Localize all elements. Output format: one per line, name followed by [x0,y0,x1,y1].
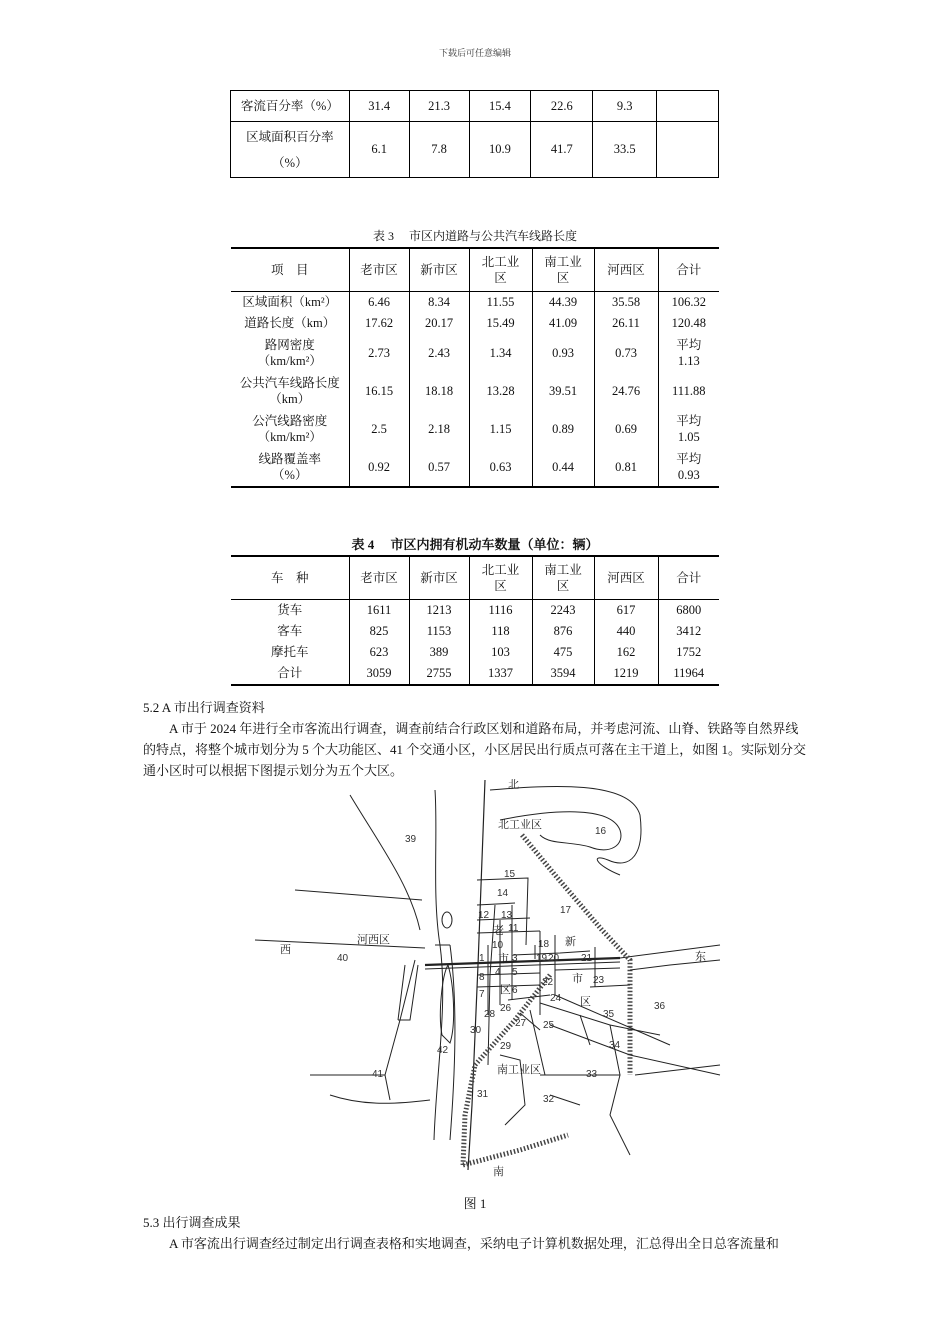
zone-number: 19 [536,953,548,964]
table-cell: 1116 [469,600,532,622]
table-cell: 6800 [658,600,719,622]
column-header: 北工业区 [469,556,532,600]
map-label-old-city-1: 老 [493,925,504,937]
row-label: 路网密度（km/km²） [257,337,322,368]
table-cell: 106.32 [658,292,719,314]
table-cell: 16.15 [349,372,409,410]
zone-number: 25 [543,1020,555,1031]
column-header: 车 种 [231,556,349,600]
table-cell: 3059 [349,663,409,685]
column-header: 合计 [658,556,719,600]
table-cell: 120.48 [658,313,719,334]
zone-number: 32 [543,1094,555,1105]
table-cell: 475 [532,642,594,663]
zone-number: 35 [603,1009,615,1020]
map-label-new-city-2: 市 [572,973,583,985]
map-label-east: 东 [695,951,706,963]
zone-number: 16 [595,826,607,837]
table4-caption: 表 4 市区内拥有机动车数量（单位：辆） [351,537,599,552]
table-cell: 9.3 [593,91,657,122]
table-cell: 2.18 [409,410,469,448]
zone-number: 8 [479,972,485,983]
zone-number: 18 [538,939,550,950]
column-header: 河西区 [594,248,658,292]
zone-number: 29 [500,1041,512,1052]
column-header: 老市区 [349,248,409,292]
zone-number: 34 [609,1040,621,1051]
table-cell: 0.69 [594,410,658,448]
table-cell: 35.58 [594,292,658,314]
figure-1-caption: 图 1 [463,1196,487,1211]
table-cell: 44.39 [532,292,594,314]
map-label-south-industrial: 南工业区 [497,1064,541,1076]
table-cell: 3412 [658,621,719,642]
zone-number: 1 [479,953,485,964]
table-cell: 平均 0.93 [658,448,719,487]
map-label-new-city-1: 新 [565,936,576,948]
zone-number: 24 [550,993,562,1004]
row-label: 区域面积（km²） [242,295,338,310]
table-cell: 1752 [658,642,719,663]
table-cell: 8.34 [409,292,469,314]
map-label-old-city-2: 市 [498,953,509,965]
table3-caption: 表 3 市区内道路与公共汽车线路长度 [372,229,577,243]
table-cell: 0.81 [594,448,658,487]
column-header: 北工业区 [469,248,532,292]
table-cell: 31.4 [349,91,409,122]
zone-number: 27 [515,1018,527,1029]
table-cell: 440 [594,621,658,642]
table-row [231,292,719,314]
table-cell: 0.92 [349,448,409,487]
table-cell: 3594 [532,663,594,685]
table-cell: 623 [349,642,409,663]
map-label-north-industrial: 北工业区 [498,819,542,831]
table-header-row [231,556,719,600]
row-label: 货车 [277,603,303,618]
row-label: 道路长度（km） [244,316,336,331]
table-row [231,600,719,622]
table-row [231,448,719,487]
table-cell: 1219 [594,663,658,685]
table-cell: 15.49 [469,313,532,334]
table3-roads-bus-lines [231,247,719,488]
zone-number: 3 [512,953,518,964]
table-cell: 26.11 [594,313,658,334]
table-row [231,372,719,410]
table-cell: 22.6 [531,91,593,122]
section-5-3-paragraph: A 市客流出行调查经过制定出行调查表格和实地调查，采纳电子计算机数据处理，汇总得出全日总客流量和 [169,1236,779,1251]
table-cell: 0.93 [532,334,594,372]
zone-number: 15 [504,869,516,880]
table-cell [657,91,719,122]
table-cell: 6.46 [349,292,409,314]
table-row [231,122,719,178]
table-cell: 2.5 [349,410,409,448]
table-cell: 0.89 [532,410,594,448]
table-row [231,313,719,334]
row-label: 摩托车 [270,645,309,660]
table-cell: 1337 [469,663,532,685]
table-cell: 15.4 [469,91,531,122]
table-cell: 1153 [409,621,469,642]
column-header: 河西区 [594,556,658,600]
zone-map-svg [250,775,725,1185]
zone-number: 33 [586,1069,598,1080]
column-header: 南工业区 [532,248,594,292]
map-label-new-city-3: 区 [580,996,591,1008]
zone-number: 13 [501,910,513,921]
row-label: 公汽线路密度（km/km²） [252,413,328,444]
table-cell: 39.51 [532,372,594,410]
table-cell: 0.63 [469,448,532,487]
zone-number: 5 [512,967,518,978]
table-row [231,663,719,685]
row-label: 区域面积百分率（%） [231,122,350,178]
table-cell: 0.57 [409,448,469,487]
zone-number: 12 [478,910,490,921]
zone-number: 4 [495,967,501,978]
zone-number: 26 [500,1003,512,1014]
table-cell: 33.5 [593,122,657,178]
zone-number: 14 [497,888,509,899]
table-cell: 7.8 [409,122,469,178]
zone-number: 23 [593,975,605,986]
table-cell: 18.18 [409,372,469,410]
table-cell: 20.17 [409,313,469,334]
column-header: 合计 [658,248,719,292]
table-cell: 1611 [349,600,409,622]
zone-number: 11 [508,923,519,934]
column-header: 新市区 [409,556,469,600]
figure-1-city-zone-map [250,775,725,1185]
column-header: 南工业区 [532,556,594,600]
zone-number: 30 [470,1025,482,1036]
table-cell: 11964 [658,663,719,685]
table-header-row [231,248,719,292]
table-cell [657,122,719,178]
table-cell: 162 [594,642,658,663]
row-label: 线路覆盖率（%） [258,451,321,482]
table-row [231,621,719,642]
table-cell: 平均 1.05 [658,410,719,448]
map-label-south: 南 [493,1166,504,1178]
row-label: 客车 [277,624,303,639]
table-cell: 103 [469,642,532,663]
table-cell: 0.73 [594,334,658,372]
table-row [231,334,719,372]
table4-motor-vehicles [231,555,719,686]
table-cell: 13.28 [469,372,532,410]
table-cell: 11.55 [469,292,532,314]
table-cell: 24.76 [594,372,658,410]
table-cell: 2755 [409,663,469,685]
table-cell: 41.7 [531,122,593,178]
zone-number: 36 [654,1001,666,1012]
table-cell: 825 [349,621,409,642]
table-passenger-area-percentage [230,90,719,178]
zone-number: 21 [581,953,593,964]
zone-number: 22 [542,977,554,988]
table-cell: 0.44 [532,448,594,487]
zone-number: 28 [484,1009,496,1020]
table-cell: 876 [532,621,594,642]
table-cell: 6.1 [349,122,409,178]
column-header: 老市区 [349,556,409,600]
map-label-north: 北 [508,779,519,791]
table-cell: 1.34 [469,334,532,372]
row-label: 公共汽车线路长度（km） [239,375,340,406]
zone-number: 31 [477,1089,489,1100]
table-row [231,410,719,448]
table-row [231,642,719,663]
column-header: 新市区 [409,248,469,292]
table-cell: 2.43 [409,334,469,372]
table-cell: 2243 [532,600,594,622]
map-label-old-city-3: 区 [500,984,511,996]
zone-number: 39 [405,834,417,845]
row-label: 合计 [277,666,303,681]
zone-number: 20 [548,953,560,964]
section-5-2-heading: 5.2 A 市出行调查资料 [143,700,265,715]
section-5-2-paragraph: A 市于 2024 年进行全市客流出行调查，调查前结合行政区划和道路布局，并考虑河流、山脊、铁路等自然界线的特点，将整个城市划分为 5 个大功能区、41 个交通小区，小区居民出行质点可落在主干道上，如图 1。实际划分交通小区时可以根据下图提示划分为五个大区。 [143,721,807,778]
map-label-river-west: 河西区 [357,934,390,946]
table-cell: 平均 1.13 [658,334,719,372]
table-cell: 41.09 [532,313,594,334]
row-label: 客流百分率（%） [231,91,350,122]
zone-number: 40 [337,953,349,964]
zone-number: 42 [437,1045,449,1056]
table-cell: 617 [594,600,658,622]
zone-number: 7 [479,989,485,1000]
map-label-west: 西 [280,944,291,956]
table-cell: 2.73 [349,334,409,372]
header-note: 下载后可任意编辑 [438,48,511,58]
zone-number: 41 [372,1069,384,1080]
table-cell: 1213 [409,600,469,622]
table-cell: 1.15 [469,410,532,448]
section-5-3-heading: 5.3 出行调查成果 [143,1215,241,1230]
zone-number: 10 [492,940,504,951]
table-cell: 111.88 [658,372,719,410]
zone-number: 17 [560,905,572,916]
table-cell: 17.62 [349,313,409,334]
table-row [231,91,719,122]
column-header: 项 目 [231,248,349,292]
table-cell: 389 [409,642,469,663]
zone-number: 6 [512,985,518,996]
table-cell: 10.9 [469,122,531,178]
table-cell: 21.3 [409,91,469,122]
table-cell: 118 [469,621,532,642]
